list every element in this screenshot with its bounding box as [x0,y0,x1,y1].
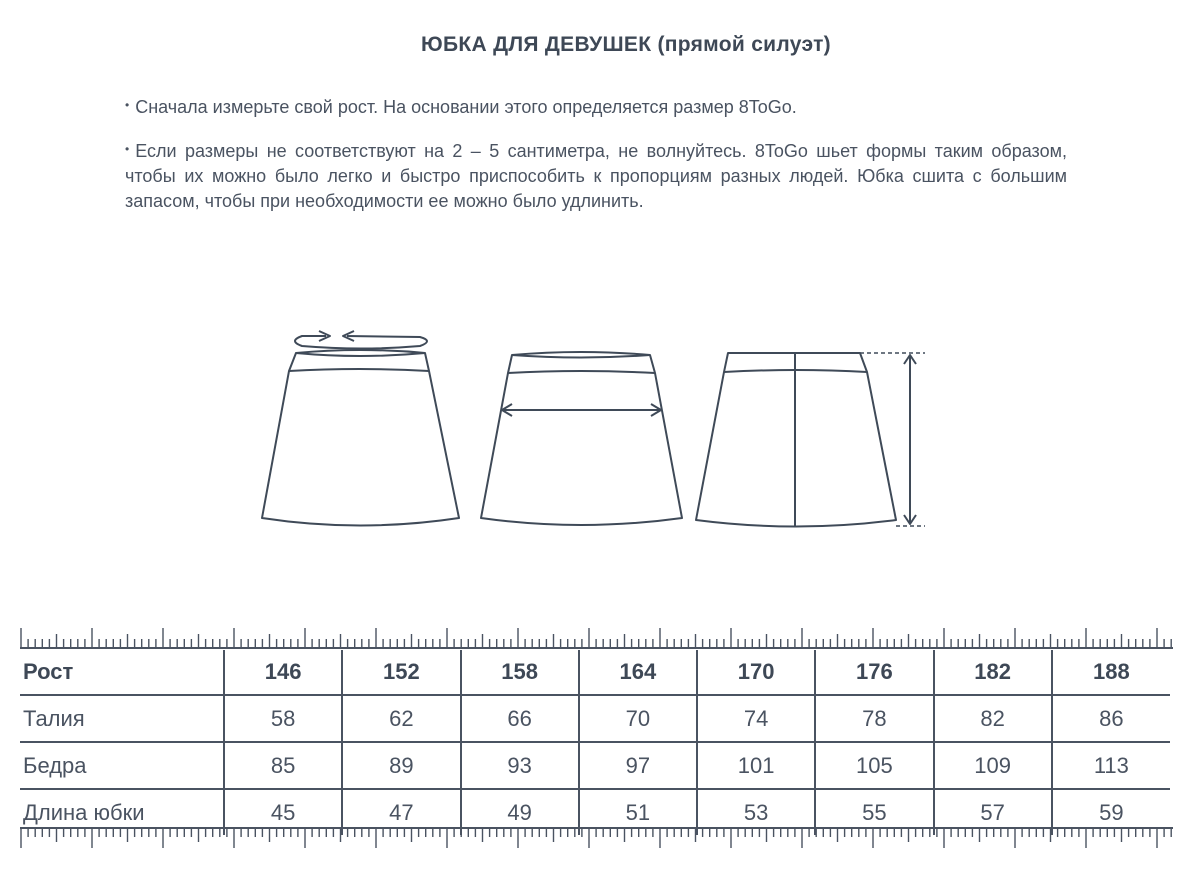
table-cell: 45 [224,789,342,835]
table-cell: 47 [342,789,460,835]
table-cell: 57 [934,789,1052,835]
table-cell: 86 [1052,695,1170,742]
table-cell: 74 [697,695,815,742]
note-fit-text: Если размеры не соответствуют на 2 – 5 сантиметра, не волнуйтесь. 8ToGo шьет формы таким образом, чтобы их можно было легко и быстро приспособить к пропорциям разных людей. Юбка сшита с большим запасом, чтобы при необходимости ее можно было удлинить. [125,141,1067,211]
table-cell: 101 [697,742,815,789]
height-cell: 152 [342,650,460,695]
height-cell: 182 [934,650,1052,695]
table-row-waist [20,695,1170,742]
table-cell: 82 [934,695,1052,742]
table-cell: 51 [579,789,697,835]
skirt-hips-illustration [481,352,682,525]
table-cell: 59 [1052,789,1170,835]
height-cell: 146 [224,650,342,695]
note-height-text: Сначала измерьте свой рост. На основании этого определяется размер 8ToGo. [135,97,797,117]
table-cell: 66 [461,695,579,742]
height-cell: 170 [697,650,815,695]
table-row-hips [20,742,1170,789]
ruler-top-decoration [20,622,1173,650]
table-cell: 89 [342,742,460,789]
table-cell: 109 [934,742,1052,789]
table-cell: 58 [224,695,342,742]
skirt-waist-illustration [262,331,459,526]
page-title: ЮБКА ДЛЯ ДЕВУШЕК (прямой силуэт) [421,33,831,56]
bullet: • [125,98,130,112]
row-label: Талия [20,695,224,742]
table-header-row [20,650,1170,695]
table-cell: 53 [697,789,815,835]
table-cell: 55 [815,789,933,835]
skirt-length-illustration [696,353,925,527]
table-cell: 105 [815,742,933,789]
table-cell: 93 [461,742,579,789]
table-cell: 70 [579,695,697,742]
row-label: Бедра [20,742,224,789]
header-label: Рост [20,650,224,695]
ruler-bottom-decoration [20,826,1173,854]
table-cell: 85 [224,742,342,789]
table-cell: 113 [1052,742,1170,789]
bullet: • [125,142,130,156]
size-table [20,650,1170,835]
table-cell: 78 [815,695,933,742]
height-cell: 164 [579,650,697,695]
height-cell: 158 [461,650,579,695]
table-cell: 97 [579,742,697,789]
height-cell: 188 [1052,650,1170,695]
table-cell: 62 [342,695,460,742]
height-cell: 176 [815,650,933,695]
row-label: Длина юбки [23,799,145,825]
table-cell: 49 [461,789,579,835]
